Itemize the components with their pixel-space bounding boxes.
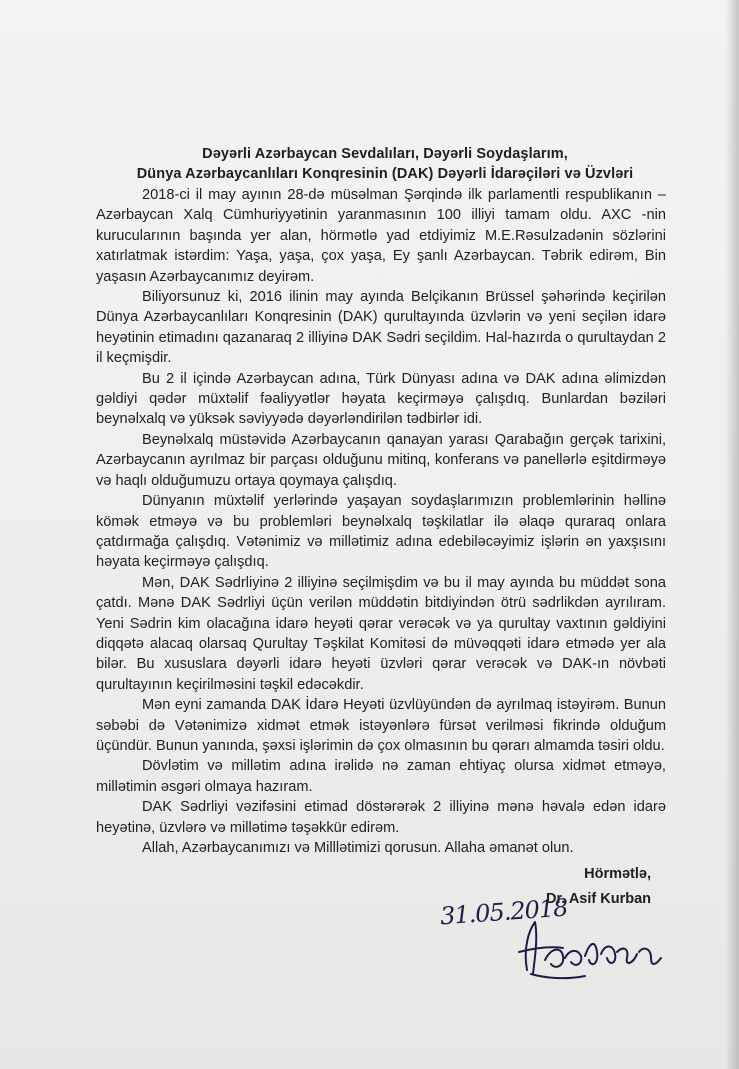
letter-body	[96, 185, 666, 858]
handwritten-signature	[505, 908, 675, 988]
salutation-line-1: Dəyərli Azərbaycan Sevdalıları, Dəyərli Soydaşlarım,	[202, 146, 568, 162]
paragraph-8: Dövlətim və millətim adına irəlidə nə zaman ehtiyaç olursa xidmət etməyə, millətimin əsgəri olmaya hazıram.	[96, 758, 666, 795]
paragraph-5: Dünyanın müxtəlif yerlərində yaşayan soydaşlarımızın problemlərinin həllinə kömək etməyə və bu problemləri beynəlxalq təşkilatlar ilə əlaqə quraraq onlara çatdırmağa çalışdıq. Vətənimiz və millətimiz adına edebiləcəyimiz işlərin ən yaxşısını həyata keçirməyə çalışdıq.	[96, 493, 666, 571]
paragraph-10: Allah, Azərbaycanımızı və Milllətimizi qorusun. Allaha əmanət olun.	[142, 840, 574, 856]
paragraph-2: Biliyorsunuz ki, 2016 ilinin may ayında Belçikanın Brüssel şəhərində keçirilən Dünya Azərbaycanlıları Konqresinin (DAK) qurultayında üzvlərin və yeni seçilən idarə heyətinin etimadını qazanaraq 2 illiyinə DAK Sədri seçildim. Hal-hazırda o qurultaydan 2 il keçmişdir.	[96, 289, 666, 367]
paragraph-1: 2018-ci il may ayının 28-də müsəlman Şərqində ilk parlamentli respublikanın – Azərbaycan Xalq Cümhuriyyətinin yaranmasının 100 illiyi tamam oldu. AXC -nin kurucularının başında yer alan, hörmətlə yad etdiyimiz M.E.Rəsulzadənin sözlərini xatırlatmak istərdim: Yaşa, yaşa, çox yaşa, Ey şanlı Azərbaycan. Təbrik edirəm, Bin yaşasın Azərbaycanımız deyirəm.	[96, 187, 666, 285]
closing-phrase: Hörmətlə,	[584, 866, 651, 882]
paragraph-3: Bu 2 il içində Azərbaycan adına, Türk Dünyası adına və DAK adına əlimizdən gəldiyi qədər müxtəlif fəaliyyətlər həyata keçirməyə çalışdıq. Bunlardan bəziləri beynəlxalq və yüksək səviyyədə dəyərləndirilən tədbirlər idi.	[96, 370, 666, 428]
salutation-line-2: Dünya Azərbaycanlıları Konqresinin (DAK) Dəyərli İdarəçiləri və Üzvləri	[136, 166, 634, 182]
paragraph-9: DAK Sədrliyi vəzifəsini etimad döstərərək 2 illiyinə mənə həvalə edən idarə heyətinə, üzvlərə və millətimə təşəkkür edirəm.	[96, 799, 666, 836]
signer-name: Dr. Asif Kurban	[545, 891, 651, 907]
page-edge-shadow	[725, 0, 739, 1069]
handwritten-date: 31.05.2018	[439, 893, 569, 931]
paragraph-6: Mən, DAK Sədrliyinə 2 illiyinə seçilmişdim və bu il may ayında bu müddət sona çatdı. Mənə DAK Sədrliyi üçün verilən müddətin bitdiyindən ötrü sədrlikdən ayrılıram. Yeni Sədrin kim olacağına idarə heyəti qərar verəcək və ya qurultay vaxtının gəldiyini diqqətə alacaq olarsaq Qurultay Təşkilat Komitəsi də müvəqqəti idarə etmədə yer ala bilər. Bu xususlara dəyərli idarə heyəti üzvləri qərar verəcək və DAK-ın növbəti qurultayının keçirilməsini təşkil edəcəkdir.	[96, 574, 666, 693]
paragraph-4: Beynəlxalq müstəvidə Azərbaycanın qanayan yarası Qarabağın gerçək tarixini, Azərbaycanın ayrılmaz bir parçası olduğunu mitinq, konferans və panellərlə eşitdirməyə və haqlı olduğumuzu ortaya qoymaya çalışdıq.	[96, 431, 666, 489]
paragraph-7: Mən eyni zamanda DAK İdarə Heyəti üzvlüyündən də ayrılmaq istəyirəm. Bunun səbəbi də Vətənimizə xidmət etmək istəyənlərə fürsət verilməsi fikrində olduğum üçündür. Bunun yanında, şəxsi işlərimin də çox olmasının bu qərarı almamda təsiri oldu.	[96, 697, 666, 754]
